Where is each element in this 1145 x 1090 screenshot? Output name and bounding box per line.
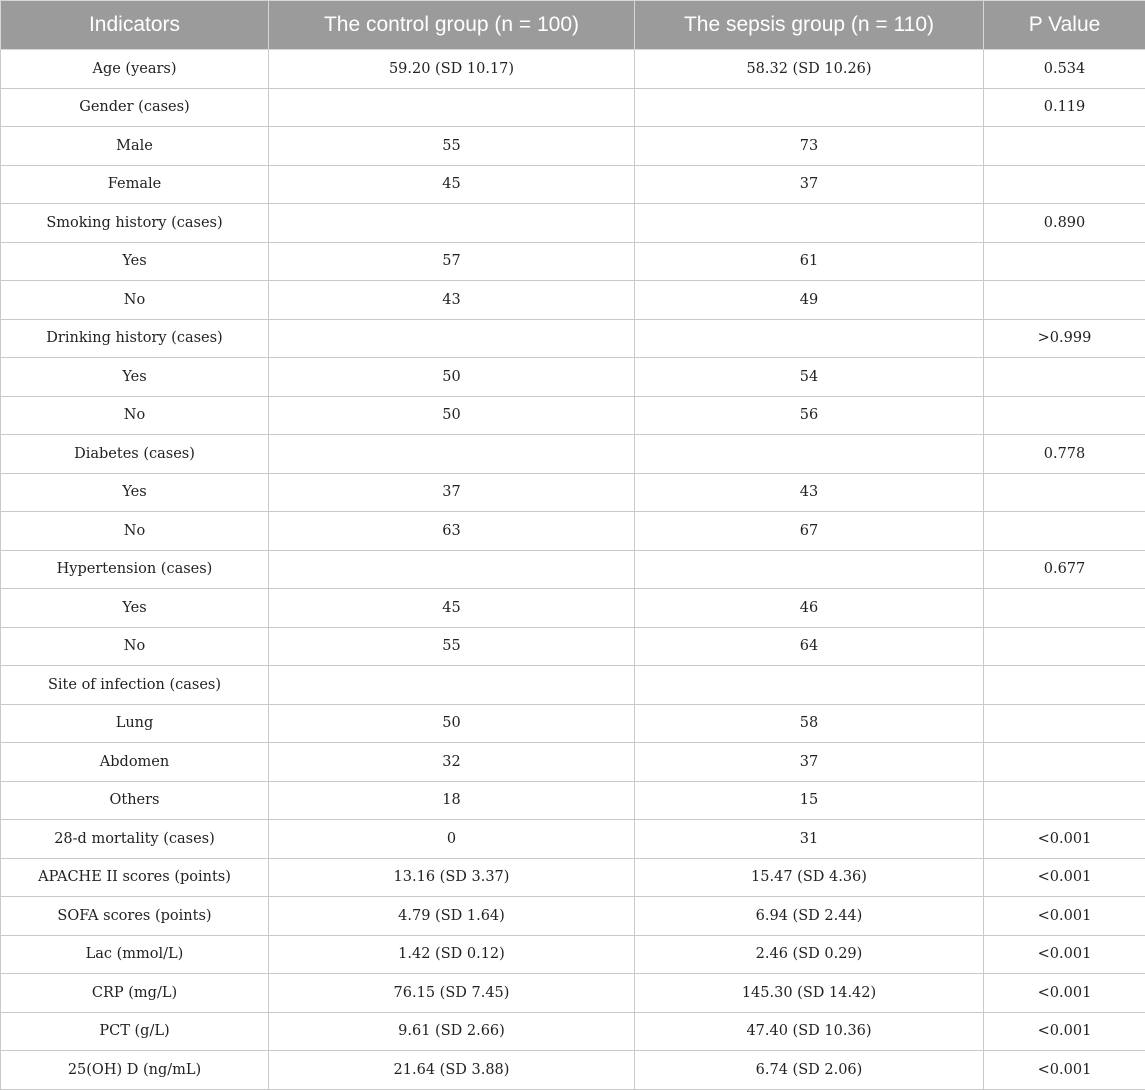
table-row: [1, 435, 1145, 474]
cell-control-group: 57: [269, 242, 635, 281]
cell-sepsis-group: 56: [635, 396, 984, 435]
table-header: [1, 1, 1145, 50]
cell-control-group: [269, 666, 635, 705]
cell-indicator: Diabetes (cases): [1, 435, 269, 474]
cell-indicator: 28-d mortality (cases): [1, 820, 269, 859]
header-control-group: The control group (n = 100): [269, 1, 635, 50]
cell-sepsis-group: 47.40 (SD 10.36): [635, 1012, 984, 1051]
cell-sepsis-group: 37: [635, 743, 984, 782]
cell-indicator: Male: [1, 127, 269, 166]
cell-sepsis-group: 15: [635, 781, 984, 820]
cell-sepsis-group: [635, 550, 984, 589]
cell-indicator: Lung: [1, 704, 269, 743]
table-row: [1, 1012, 1145, 1051]
cell-p-value: [984, 627, 1145, 666]
cell-sepsis-group: 73: [635, 127, 984, 166]
cell-p-value: <0.001: [984, 858, 1145, 897]
table-row: [1, 704, 1145, 743]
cell-p-value: 0.119: [984, 88, 1145, 127]
cell-control-group: 32: [269, 743, 635, 782]
table-row: [1, 897, 1145, 936]
cell-control-group: [269, 88, 635, 127]
cell-p-value: [984, 666, 1145, 705]
cell-sepsis-group: 15.47 (SD 4.36): [635, 858, 984, 897]
table-row: [1, 396, 1145, 435]
cell-p-value: [984, 473, 1145, 512]
cell-p-value: [984, 127, 1145, 166]
table-row: [1, 88, 1145, 127]
cell-p-value: [984, 781, 1145, 820]
cell-indicator: Abdomen: [1, 743, 269, 782]
cell-control-group: 43: [269, 281, 635, 320]
cell-control-group: 76.15 (SD 7.45): [269, 974, 635, 1013]
cell-control-group: 55: [269, 127, 635, 166]
table-row: [1, 858, 1145, 897]
table-row: [1, 319, 1145, 358]
cell-p-value: <0.001: [984, 820, 1145, 859]
cell-p-value: [984, 512, 1145, 551]
cell-sepsis-group: 145.30 (SD 14.42): [635, 974, 984, 1013]
cell-sepsis-group: 46: [635, 589, 984, 628]
table-row: [1, 589, 1145, 628]
cell-sepsis-group: [635, 435, 984, 474]
table-row: [1, 473, 1145, 512]
cell-sepsis-group: 6.94 (SD 2.44): [635, 897, 984, 936]
header-indicators: Indicators: [1, 1, 269, 50]
table-row: [1, 781, 1145, 820]
cell-sepsis-group: 31: [635, 820, 984, 859]
cell-control-group: 50: [269, 396, 635, 435]
cell-indicator: Age (years): [1, 50, 269, 89]
cell-control-group: [269, 319, 635, 358]
cell-p-value: >0.999: [984, 319, 1145, 358]
cell-indicator: Yes: [1, 358, 269, 397]
table-row: [1, 974, 1145, 1013]
cell-control-group: [269, 435, 635, 474]
cell-indicator: No: [1, 281, 269, 320]
cell-control-group: 37: [269, 473, 635, 512]
cell-sepsis-group: 37: [635, 165, 984, 204]
cell-indicator: Site of infection (cases): [1, 666, 269, 705]
cell-p-value: [984, 589, 1145, 628]
table-row: [1, 550, 1145, 589]
cell-control-group: 59.20 (SD 10.17): [269, 50, 635, 89]
cell-control-group: 50: [269, 358, 635, 397]
cell-p-value: <0.001: [984, 935, 1145, 974]
cell-p-value: <0.001: [984, 897, 1145, 936]
cell-sepsis-group: 6.74 (SD 2.06): [635, 1051, 984, 1090]
cell-control-group: 18: [269, 781, 635, 820]
table-row: [1, 127, 1145, 166]
cell-control-group: 0: [269, 820, 635, 859]
table-row: [1, 627, 1145, 666]
table-row: [1, 358, 1145, 397]
cell-p-value: 0.890: [984, 204, 1145, 243]
cell-control-group: 4.79 (SD 1.64): [269, 897, 635, 936]
cell-sepsis-group: 43: [635, 473, 984, 512]
table-row: [1, 204, 1145, 243]
cell-control-group: 1.42 (SD 0.12): [269, 935, 635, 974]
cell-sepsis-group: 49: [635, 281, 984, 320]
table-row: [1, 1051, 1145, 1090]
cell-indicator: PCT (g/L): [1, 1012, 269, 1051]
cell-p-value: [984, 743, 1145, 782]
cell-indicator: Yes: [1, 589, 269, 628]
cell-p-value: <0.001: [984, 974, 1145, 1013]
cell-sepsis-group: [635, 666, 984, 705]
cell-indicator: CRP (mg/L): [1, 974, 269, 1013]
cell-p-value: [984, 358, 1145, 397]
cell-p-value: [984, 165, 1145, 204]
header-sepsis-group: The sepsis group (n = 110): [635, 1, 984, 50]
cell-control-group: 45: [269, 589, 635, 628]
cell-p-value: 0.778: [984, 435, 1145, 474]
cell-sepsis-group: 58.32 (SD 10.26): [635, 50, 984, 89]
cell-control-group: 50: [269, 704, 635, 743]
cell-control-group: 9.61 (SD 2.66): [269, 1012, 635, 1051]
cell-p-value: <0.001: [984, 1051, 1145, 1090]
cell-indicator: SOFA scores (points): [1, 897, 269, 936]
cell-indicator: Female: [1, 165, 269, 204]
cell-indicator: Others: [1, 781, 269, 820]
cell-sepsis-group: 61: [635, 242, 984, 281]
cell-indicator: No: [1, 627, 269, 666]
cell-control-group: [269, 204, 635, 243]
cell-indicator: Smoking history (cases): [1, 204, 269, 243]
cell-sepsis-group: [635, 319, 984, 358]
cell-indicator: APACHE II scores (points): [1, 858, 269, 897]
cell-indicator: Drinking history (cases): [1, 319, 269, 358]
table-row: [1, 935, 1145, 974]
cell-p-value: <0.001: [984, 1012, 1145, 1051]
cell-sepsis-group: [635, 204, 984, 243]
table-row: [1, 666, 1145, 705]
cell-p-value: [984, 281, 1145, 320]
cell-sepsis-group: [635, 88, 984, 127]
cell-p-value: 0.534: [984, 50, 1145, 89]
cell-indicator: No: [1, 512, 269, 551]
cell-p-value: [984, 396, 1145, 435]
cell-p-value: [984, 242, 1145, 281]
cell-indicator: Yes: [1, 242, 269, 281]
cell-sepsis-group: 2.46 (SD 0.29): [635, 935, 984, 974]
cell-p-value: 0.677: [984, 550, 1145, 589]
cell-control-group: [269, 550, 635, 589]
cell-control-group: 63: [269, 512, 635, 551]
table-row: [1, 820, 1145, 859]
cell-sepsis-group: 67: [635, 512, 984, 551]
cell-p-value: [984, 704, 1145, 743]
cell-indicator: No: [1, 396, 269, 435]
table-body: [1, 50, 1145, 1090]
cell-indicator: 25(OH) D (ng/mL): [1, 1051, 269, 1090]
table-row: [1, 743, 1145, 782]
cell-control-group: 45: [269, 165, 635, 204]
header-p-value: P Value: [984, 1, 1145, 50]
cell-indicator: Gender (cases): [1, 88, 269, 127]
cell-indicator: Hypertension (cases): [1, 550, 269, 589]
cell-indicator: Yes: [1, 473, 269, 512]
table-row: [1, 281, 1145, 320]
table-row: [1, 512, 1145, 551]
header-row: [1, 1, 1145, 50]
table-row: [1, 165, 1145, 204]
cell-sepsis-group: 58: [635, 704, 984, 743]
cell-control-group: 13.16 (SD 3.37): [269, 858, 635, 897]
cell-sepsis-group: 64: [635, 627, 984, 666]
table-row: [1, 242, 1145, 281]
cell-indicator: Lac (mmol/L): [1, 935, 269, 974]
cell-sepsis-group: 54: [635, 358, 984, 397]
cell-control-group: 55: [269, 627, 635, 666]
table-row: [1, 50, 1145, 89]
cell-control-group: 21.64 (SD 3.88): [269, 1051, 635, 1090]
